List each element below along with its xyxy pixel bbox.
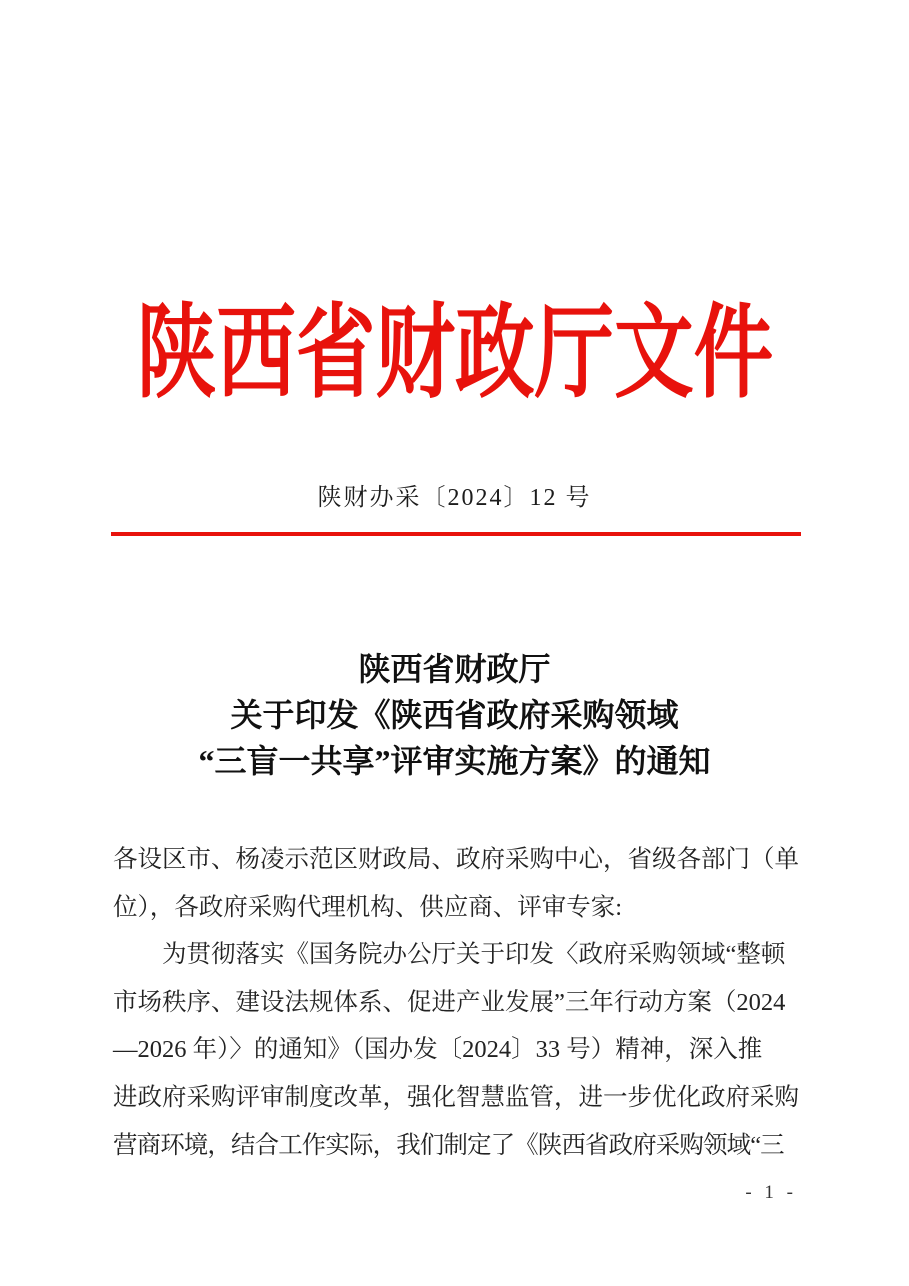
body-line: 进政府采购评审制度改革，强化智慧监管，进一步优化政府采购 xyxy=(113,1083,799,1111)
body-line: 营商环境，结合工作实际，我们制定了《陕西省政府采购领域“三 xyxy=(113,1131,784,1159)
body-line: —2026 年）〉的通知》（国办发〔2024〕33 号）精神，深入推 xyxy=(113,1036,763,1064)
subject-line-title-part1: 关于印发《陕西省政府采购领域 xyxy=(230,697,679,733)
subject-line-title-part2: “三盲一共享”评审实施方案》的通知 xyxy=(198,743,711,779)
letterhead-title xyxy=(0,286,909,424)
page-number: - 1 - xyxy=(745,1182,797,1203)
body-line: 为贯彻落实《国务院办公厅关于印发〈政府采购领域“整顿 xyxy=(113,941,786,969)
document-reference-number: 陕财办采〔2024〕12 号 xyxy=(317,485,592,511)
document-body xyxy=(113,836,809,1169)
red-separator-line xyxy=(111,532,801,536)
body-line: 位），各政府采购代理机构、供应商、评审专家: xyxy=(113,893,623,921)
body-line: 各设区市、杨凌示范区财政局、政府采购中心，省级各部门（单 xyxy=(113,846,799,873)
body-line: 市场秩序、建设法规体系、促进产业发展”三年行动方案（2024 xyxy=(113,988,786,1016)
subject-line-issuer: 陕西省财政厅 xyxy=(358,651,551,687)
letterhead-title-text: 陕西省财政厅文件 xyxy=(136,298,773,411)
document-subject-block xyxy=(0,646,909,784)
